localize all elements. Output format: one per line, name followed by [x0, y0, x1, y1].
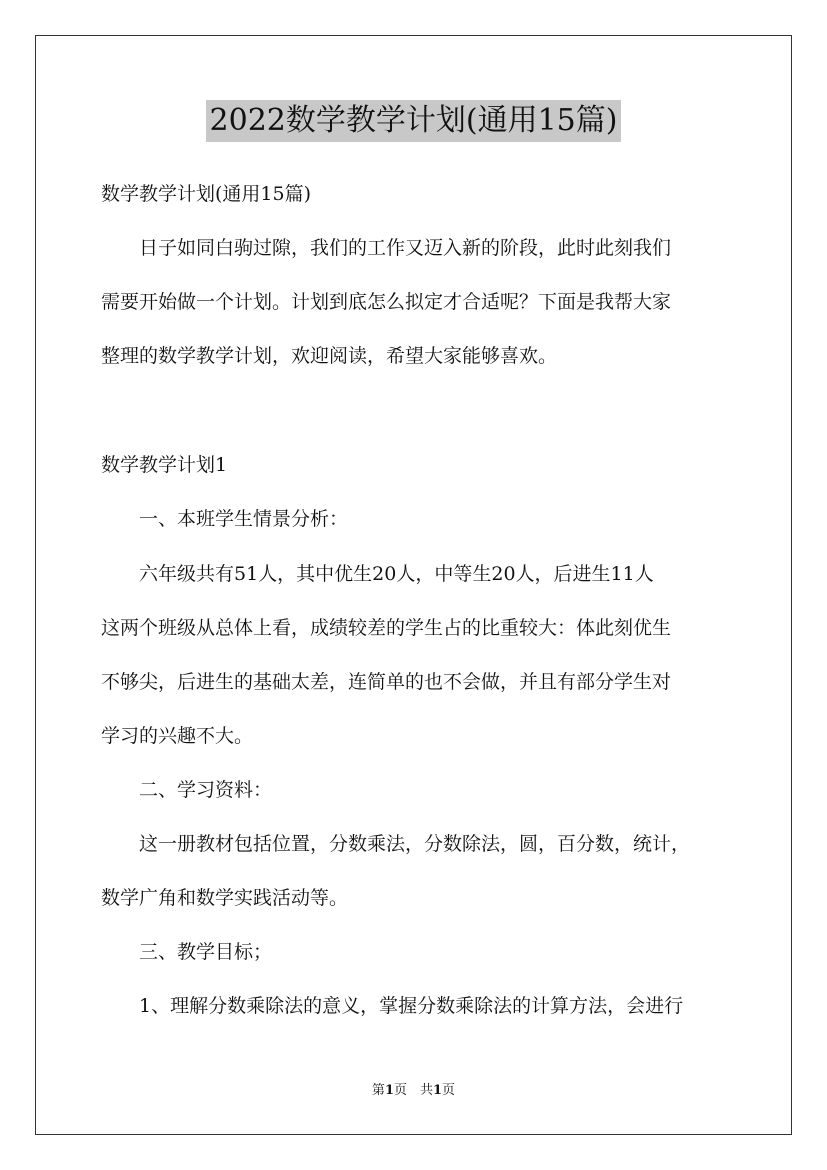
body-line: 这一册教材包括位置，分数乘法，分数除法，圆，百分数，统计， [101, 833, 691, 855]
subsection-heading: 一、本班学生情景分析： [101, 508, 349, 530]
subsection-heading: 二、学习资料： [101, 779, 273, 801]
page-footer [0, 1082, 827, 1100]
body-line: 不够尖，后进生的基础太差，连简单的也不会做，并且有部分学生对 [101, 671, 672, 693]
footer-page-current: 1 [384, 1083, 394, 1098]
footer-prefix: 第 [371, 1083, 385, 1098]
body-line: 学习的兴趣不大。 [101, 725, 254, 747]
document-title: 2022数学教学计划(通用15篇) [206, 100, 622, 142]
subsection-heading: 三、教学目标； [101, 941, 273, 963]
footer-mid: 页 共 [393, 1083, 433, 1098]
subtitle-line: 数学教学计划(通用15篇) [101, 183, 312, 205]
footer-page-total: 1 [433, 1083, 443, 1098]
title-container [0, 100, 827, 142]
body-line: 这两个班级从总体上看，成绩较差的学生占的比重较大：体此刻优生 [101, 617, 672, 639]
body-line: 整理的数学教学计划，欢迎阅读，希望大家能够喜欢。 [101, 345, 558, 367]
body-line: 需要开始做一个计划。计划到底怎么拟定才合适呢？下面是我帮大家 [101, 291, 672, 313]
body-line: 六年级共有51人，其中优生20人，中等生20人，后进生11人 [101, 563, 654, 585]
body-line: 数学广角和数学实践活动等。 [101, 887, 349, 909]
body-line: 日子如同白驹过隙，我们的工作又迈入新的阶段，此时此刻我们 [101, 237, 672, 259]
body-line: 1、理解分数乘除法的意义，掌握分数乘除法的计算方法，会进行 [101, 995, 684, 1017]
section-heading: 数学教学计划1 [101, 454, 228, 476]
footer-suffix: 页 [442, 1083, 456, 1098]
